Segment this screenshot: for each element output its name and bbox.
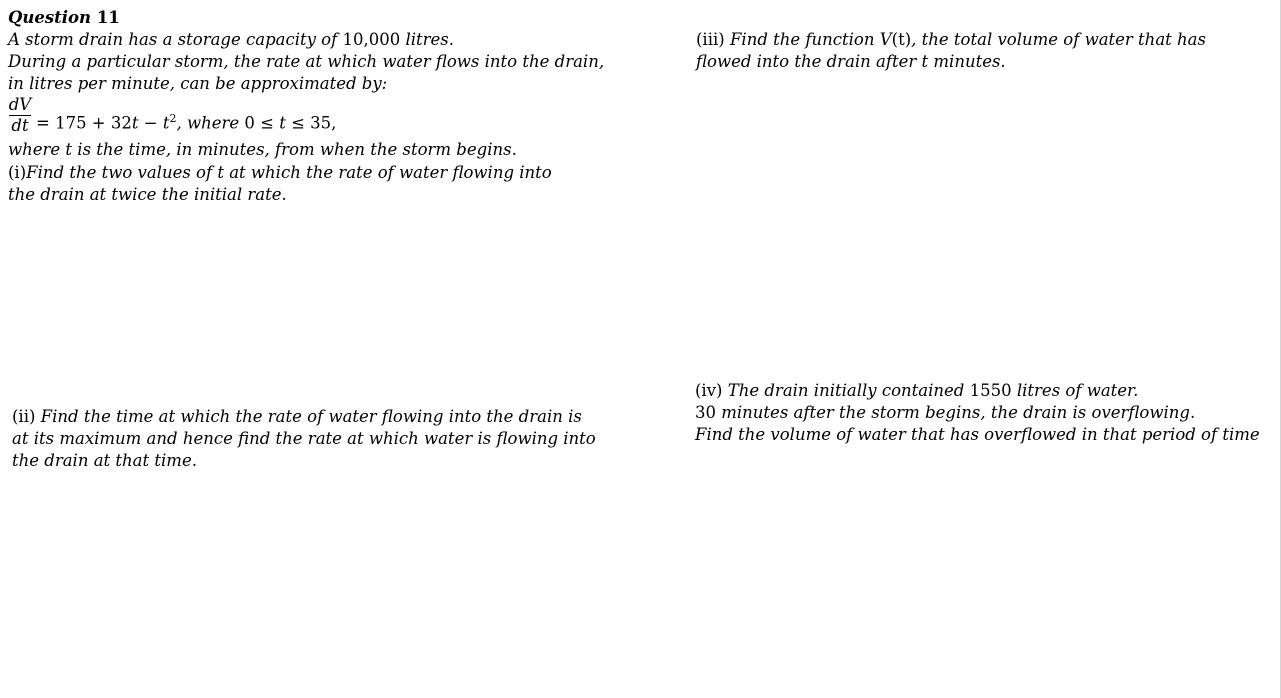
part-iv-initial-volume: 1550 [969,381,1012,400]
part-iii-text-1a: Find the function [724,30,880,49]
part-iv-text-1a: The drain initially contained [722,381,970,400]
part-iv-label: (iv) [695,381,723,400]
part-iv-line-2 [695,402,1260,424]
stem-line-2: During a particular storm, the rate at which water flows into the drain, [8,52,605,71]
stem-line-1 [8,29,604,51]
part-ii [12,406,596,472]
part-i-text-1: Find the two values of t at which the rate of water flowing into [26,163,552,182]
eq-minus: − [138,113,163,133]
part-ii-text-1: Find the time at which the rate of water flowing into the drain is [35,407,582,426]
part-iv [695,380,1260,446]
question-stem [8,7,604,95]
part-ii-label: (ii) [12,407,36,426]
eq-lhs: = 175 + 32 [36,113,132,133]
part-iv-text-3: Find the volume of water that has overflowed in that period of time [695,425,1260,444]
fraction-numerator: dV [8,95,32,114]
part-i [8,162,552,206]
question-title-number: 11 [96,8,120,27]
part-iii [696,29,1206,73]
part-iii-text-2: flowed into the drain after t minutes. [696,52,1006,71]
stem-line-1-a: A storm drain has a storage capacity of [8,30,338,49]
part-i-line-1 [8,162,552,184]
part-i-text-2: the drain at twice the initial rate. [8,185,287,204]
question-title-word: Question [8,8,92,27]
fraction-denominator: dt [11,116,29,135]
eq-where: , where [176,113,245,133]
part-iv-text-1b: litres of water. [1011,381,1139,400]
rate-equation [36,108,336,135]
part-iii-label: (iii) [696,30,725,49]
part-iv-line-1 [695,380,1260,402]
part-iii-line-1 [696,29,1206,51]
part-iv-minutes: 30 [695,403,716,422]
eq-sup: 2 [169,112,177,125]
part-ii-text-2: at its maximum and hence find the rate at which water is flowing into [12,429,596,448]
part-ii-line-1 [12,406,596,428]
stem-line-1-b: litres. [405,30,455,49]
eq-t2: t [162,113,170,133]
eq-t3: t [279,113,286,133]
stem-line-3: in litres per minute, can be approximated by: [8,74,388,93]
part-iii-paren: (t) [891,30,912,49]
stem-line-5: where t is the time, in minutes, from when the storm begins. [8,140,517,159]
eq-range2: ≤ 35, [285,113,337,133]
derivative-fraction [8,95,32,136]
part-iii-v: V [879,30,892,49]
stem-capacity-value: 10,000 [342,30,401,49]
part-iv-text-2: minutes after the storm begins, the drain is overflowing. [716,403,1196,422]
part-i-label: (i) [8,163,27,182]
eq-range: 0 ≤ [244,113,280,133]
part-ii-text-3: the drain at that time. [12,451,197,470]
question-title [8,7,604,29]
eq-t: t [131,113,139,133]
part-iii-text-1b: , the total volume of water that has [911,30,1206,49]
